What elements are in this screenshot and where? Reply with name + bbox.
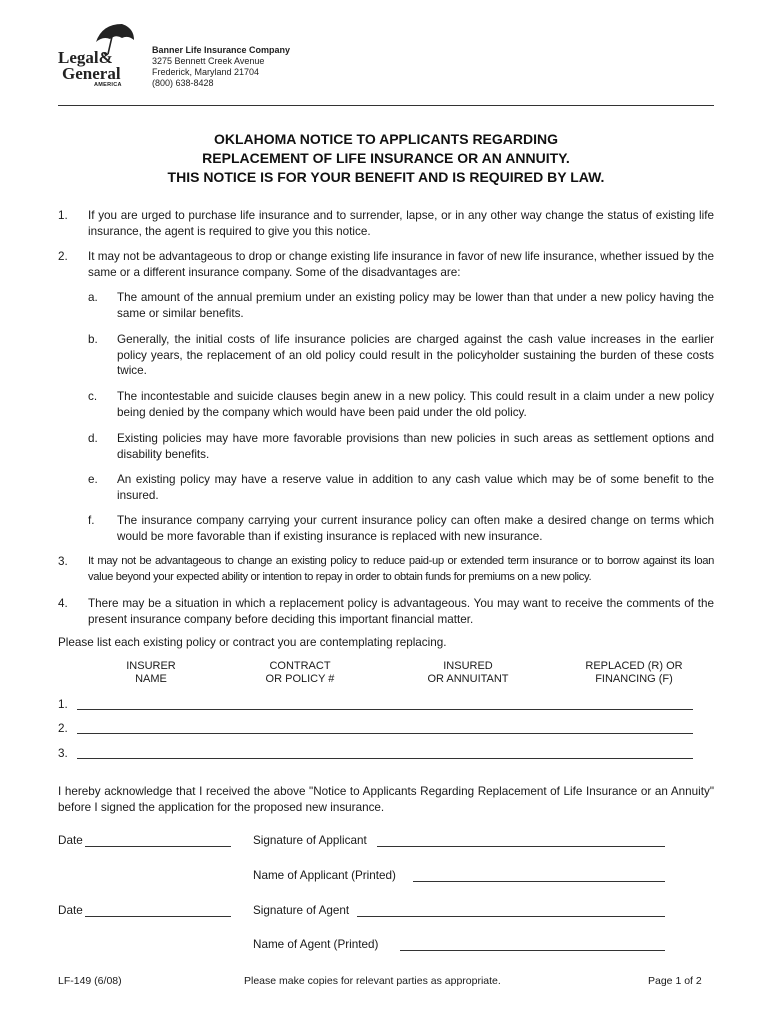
agent-signature-line[interactable] [357,916,665,917]
logo-line1: Legal& [58,48,113,67]
column-header-line: OR POLICY # [265,673,335,685]
column-header-line: CONTRACT [269,660,331,672]
subitem-letter: d. [88,432,98,445]
column-header-contract [240,660,360,686]
subitem-text: Generally, the initial costs of life insurance policies are charged against the cash value increases in the earlier policy years, the replacement of an old policy could result in the policyholder sustaining the burden of these costs twice. [117,333,714,377]
subitem-letter: b. [88,333,98,346]
subitem-letter: f. [88,514,95,527]
policy-row-number: 1. [58,698,68,711]
company-phone: (800) 638-8428 [152,78,214,88]
column-header-line: OR ANNUITANT [427,673,509,685]
policy-row-line[interactable] [77,733,693,734]
applicant-signature-line[interactable] [377,846,665,847]
company-address2: Frederick, Maryland 21704 [152,67,260,77]
subitem-text: The insurance company carrying your current insurance policy can often make a desired change on terms which would be more favorable than if existing insurance is replaced with new insurance. [117,514,714,543]
company-address1: 3275 Bennett Creek Avenue [152,56,265,66]
subitem-letter: e. [88,473,98,486]
notice-title [58,130,714,187]
date-label: Date [58,834,83,847]
item-text: If you are urged to purchase life insurance and to surrender, lapse, or in any other way change the status of existing life insurance, the agent is required to give you this notice. [88,209,714,238]
item-number: 4. [58,597,68,610]
column-header-insurer [100,660,202,686]
title-line2: REPLACEMENT OF LIFE INSURANCE OR AN ANNUITY. [202,150,570,166]
title-line1: OKLAHOMA NOTICE TO APPLICANTS REGARDING [213,131,559,147]
column-header-insured [408,660,528,686]
column-header-line: INSURER [126,660,176,672]
subitem-letter: c. [88,390,98,403]
subitem-text: The amount of the annual premium under an existing policy may be lower than that under a new policy having the same or similar benefits. [117,291,714,320]
subitem-text: Existing policies may have more favorable provisions than new policies in such areas as settlement options and disability benefits. [117,432,714,461]
title-line3: THIS NOTICE IS FOR YOUR BENEFIT AND IS REQUIRED BY LAW. [167,169,605,185]
subitem-text: The incontestable and suicide clauses begin anew in a new policy. This could result in a claim under a new policy being denied by the company which would have been paid under the old policy. [117,390,714,419]
applicant-name-line[interactable] [413,881,665,882]
policy-row-number: 3. [58,747,68,760]
agent-date-line[interactable] [85,916,231,917]
header-divider [58,105,714,106]
company-name: Banner Life Insurance Company [152,45,291,55]
item-text: There may be a situation in which a replacement policy is advantageous. You may want to receive the comments of the present insurance company before deciding this important financial matter. [88,597,714,626]
column-header-line: FINANCING (F) [595,673,673,685]
acknowledgment-text: I hereby acknowledge that I received the above "Notice to Applicants Regarding Replacement of Life Insurance or an Annuity" before I signed the application for the proposed new insurance. [58,785,714,814]
item-text: It may not be advantageous to drop or change existing life insurance in favor of new life insurance, whether issued by the same or a different insurance company. Some of the disadvantages are: [88,250,714,279]
agent-signature-label: Signature of Agent [253,904,350,917]
column-header-line: REPLACED (R) OR [585,660,683,672]
date-label: Date [58,904,83,917]
item-number: 2. [58,250,68,263]
list-prompt: Please list each existing policy or contract you are contemplating replacing. [58,636,447,649]
applicant-signature-label: Signature of Applicant [253,834,367,847]
applicant-date-line[interactable] [85,846,231,847]
policy-row-number: 2. [58,722,68,735]
column-header-replaced [572,660,696,686]
page-number: Page 1 of 2 [648,975,702,987]
agent-name-line[interactable] [400,950,665,951]
logo-line2: General [62,64,121,83]
agent-name-label: Name of Agent (Printed) [253,938,379,951]
item-number: 1. [58,209,68,222]
policy-row-line[interactable] [77,709,693,710]
footer-note: Please make copies for relevant parties as appropriate. [244,975,501,987]
subitem-text: An existing policy may have a reserve value in addition to any cash value which may be of some benefit to the insured. [117,473,714,502]
form-id: LF-149 (6/08) [58,975,122,987]
subitem-letter: a. [88,291,98,304]
company-info [152,45,290,89]
item-number: 3. [58,555,68,568]
column-header-line: NAME [135,673,167,685]
applicant-name-label: Name of Applicant (Printed) [253,869,396,882]
policy-row-line[interactable] [77,758,693,759]
logo-subtitle: AMERICA [94,82,122,88]
legal-general-logo [56,22,136,92]
column-header-line: INSURED [443,660,493,672]
item-text: It may not be advantageous to change an existing policy to reduce paid-up or extended term insurance or to borrow against its loan value beyond your expected ability or intention to repay in order to obtain funds for premiums on a new policy. [88,555,714,583]
